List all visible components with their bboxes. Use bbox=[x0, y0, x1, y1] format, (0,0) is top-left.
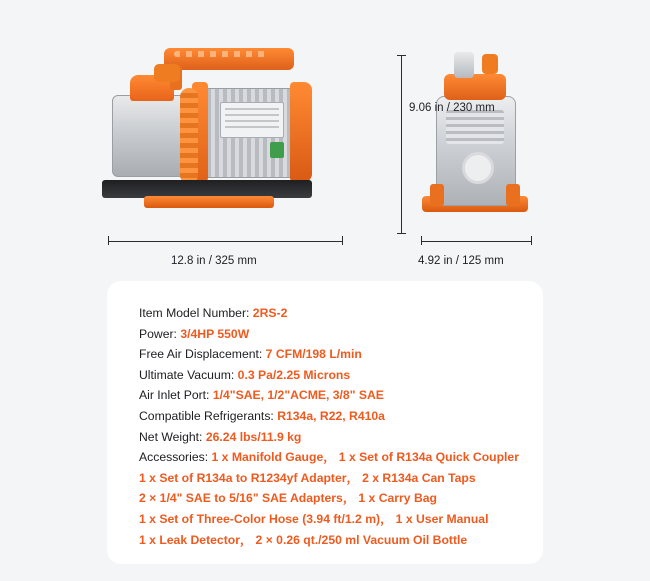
front-valve-knob bbox=[482, 54, 498, 74]
depth-dimension-label: 4.92 in / 125 mm bbox=[418, 255, 504, 267]
accessories-label: Accessories: bbox=[139, 450, 209, 465]
height-tick-top bbox=[397, 55, 406, 56]
spec-label: Item Model Number: bbox=[139, 306, 250, 320]
spec-value: R134a, R22, R410a bbox=[277, 408, 385, 423]
height-dimension-label: 9.06 in / 230 mm bbox=[409, 102, 495, 114]
spec-label: Power: bbox=[139, 326, 177, 341]
spec-label: Free Air Displacement: bbox=[139, 347, 263, 362]
accessories-line-4: 1 x Set of Three-Color Hose (3.94 ft/1.2 m)， 1 x User Manual bbox=[139, 511, 489, 526]
pump-base-foot bbox=[144, 196, 274, 208]
spec-row bbox=[139, 365, 543, 386]
width-tick-right bbox=[342, 236, 343, 245]
depth-tick-left bbox=[421, 236, 422, 245]
accessories-line-3: 2 × 1/4" SAE to 5/16" SAE Adapters， 1 x Carry Bag bbox=[139, 491, 437, 506]
front-top-cover bbox=[444, 74, 506, 100]
spec-label: Compatible Refrigerants: bbox=[139, 408, 274, 423]
vacuum-pump-front-view bbox=[420, 48, 530, 228]
front-vents bbox=[446, 110, 504, 144]
width-tick-left bbox=[108, 236, 109, 245]
spec-value: 26.24 lbs/11.9 kg bbox=[205, 429, 302, 444]
spec-row bbox=[139, 344, 543, 365]
spec-row bbox=[139, 406, 543, 427]
motor-label-plate bbox=[220, 102, 284, 138]
spec-value: 0.3 Pa/2.25 Microns bbox=[237, 367, 351, 382]
spec-value: 1/4"SAE, 1/2"ACME, 3/8" SAE bbox=[212, 388, 384, 403]
spec-value: 2RS-2 bbox=[252, 306, 288, 320]
front-foot-right bbox=[506, 184, 520, 206]
width-dimension-label: 12.8 in / 325 mm bbox=[171, 255, 257, 267]
front-inlet-can bbox=[454, 52, 474, 78]
pump-handle bbox=[164, 48, 294, 70]
vacuum-pump-side-view bbox=[92, 40, 342, 230]
spec-row bbox=[139, 303, 543, 324]
spec-row bbox=[139, 324, 543, 345]
spec-label: Ultimate Vacuum: bbox=[139, 367, 235, 382]
spec-row bbox=[139, 427, 543, 448]
accessories-line-5: 1 x Leak Detector， 2 × 0.26 qt./250 ml Vacuum Oil Bottle bbox=[139, 532, 468, 547]
spec-value: 3/4HP 550W bbox=[180, 326, 250, 341]
height-dimension-line bbox=[401, 55, 402, 233]
accessories-line: 1 x Manifold Gauge， 1 x Set of R134a Quick Coupler bbox=[211, 450, 519, 465]
motor-cap-right bbox=[290, 82, 312, 182]
depth-tick-right bbox=[531, 236, 532, 245]
accessories-row bbox=[139, 447, 543, 468]
product-images bbox=[0, 0, 650, 285]
specification-card bbox=[107, 281, 543, 564]
spec-row bbox=[139, 385, 543, 406]
valve-knob bbox=[154, 64, 180, 82]
motor-green-sticker bbox=[270, 142, 284, 158]
spec-label: Air Inlet Port: bbox=[139, 388, 210, 403]
pump-hose bbox=[180, 88, 198, 184]
front-oil-sight-glass bbox=[462, 152, 494, 184]
spec-value: 7 CFM/198 L/min bbox=[265, 347, 362, 362]
spec-label: Net Weight: bbox=[139, 429, 203, 444]
width-dimension-line bbox=[108, 241, 342, 242]
front-foot-left bbox=[430, 184, 444, 206]
accessories-line-2: 1 x Set of R134a to R1234yf Adapter， 2 x R134a Can Taps bbox=[139, 470, 476, 485]
depth-dimension-line bbox=[421, 241, 531, 242]
height-tick-bottom bbox=[397, 233, 406, 234]
